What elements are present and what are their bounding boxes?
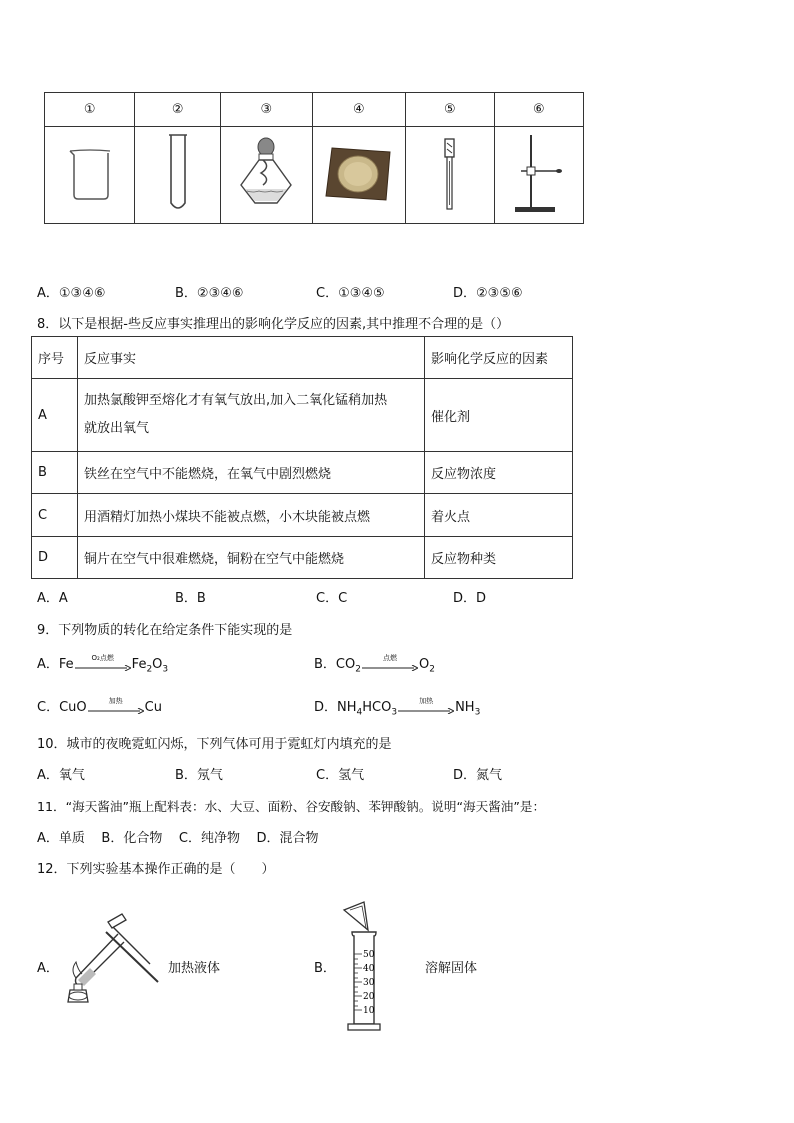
apparatus-header-3: ③ (221, 93, 312, 127)
q9-option-a[interactable]: A．Fe O₂点燃 $Fe_2O_3$ (37, 653, 169, 675)
asbestos-gauze-icon (322, 142, 396, 204)
reaction-arrow-icon: 加热 (398, 700, 454, 716)
q8-row-b-fact: 铁丝在空气中不能燃烧，在氧气中剧烈燃烧 (78, 452, 425, 494)
q8-row-a-factor: 催化剂 (425, 379, 573, 452)
q11-options[interactable]: A．单质 B．化合物 C．纯净物 D．混合物 (37, 831, 319, 846)
q8-row-c-fact: 用酒精灯加热小煤块不能被点燃，小木块能被点燃 (78, 494, 425, 537)
q8-reaction-table (31, 336, 573, 579)
q8-row-d-id: D (32, 537, 78, 579)
apparatus-header-6: ⑥ (494, 93, 583, 127)
cylinder-mark-30: 30 (363, 978, 375, 988)
q9-stem: 9．下列物质的转化在给定条件下能实现的是 (37, 623, 293, 638)
q8-stem: 8．以下是根据-些反应事实推理出的影响化学反应的因素,其中推理不合理的是（） (37, 317, 510, 332)
q10-option-b[interactable]: B．氖气 (175, 768, 223, 783)
cylinder-mark-10: 10 (363, 1006, 375, 1016)
table-row (32, 379, 573, 452)
q12-option-b-label[interactable]: B． (314, 961, 336, 976)
cylinder-mark-40: 40 (363, 964, 375, 974)
beaker-icon (60, 143, 120, 203)
q8-header-fact: 反应事实 (78, 337, 425, 379)
q7-option-c[interactable]: C．①③④⑤ (316, 286, 385, 301)
apparatus-header-4: ④ (312, 93, 406, 127)
q8-row-c-id: C (32, 494, 78, 537)
table-row (32, 494, 573, 537)
q10-option-a[interactable]: A．氧气 (37, 768, 85, 783)
q7-option-a[interactable]: A．①③④⑥ (37, 286, 106, 301)
q7-option-b[interactable]: B．②③④⑥ (175, 286, 244, 301)
q8-row-c-factor: 着火点 (425, 494, 573, 537)
test-tube-holder-icon (438, 133, 462, 213)
q9-option-d[interactable]: D．$NH_4HCO_3$ 加热 $NH_3$ (314, 696, 481, 718)
q8-header-id: 序号 (32, 337, 78, 379)
alcohol-lamp-icon (233, 135, 299, 211)
q8-option-c[interactable]: C．C (316, 591, 348, 606)
reaction-arrow-icon: O₂点燃 (75, 657, 131, 673)
q12-stem: 12．下列实验基本操作正确的是（ ） (37, 862, 275, 877)
graduated-cylinder-icon (340, 898, 390, 1036)
q10-stem: 10．城市的夜晚霓虹闪烁，下列气体可用于霓虹灯内填充的是 (37, 737, 392, 752)
q9-option-c[interactable]: C．CuO 加热 Cu (37, 696, 162, 715)
q8-option-a[interactable]: A．A (37, 591, 68, 606)
q8-header-factor: 影响化学反应的因素 (425, 337, 573, 379)
q8-row-d-fact: 铜片在空气中很难燃烧，铜粉在空气中能燃烧 (78, 537, 425, 579)
cylinder-mark-20: 20 (363, 992, 375, 1002)
apparatus-header-2: ② (135, 93, 221, 127)
table-row (32, 452, 573, 494)
q12-option-a-label[interactable]: A． (37, 961, 59, 976)
q12-option-b-caption: 溶解固体 (425, 961, 478, 976)
q11-stem: 11．“海天酱油”瓶上配料表：水、大豆、面粉、谷安酸钠、苯钾酸钠。说明“海天酱油”是： (37, 799, 546, 814)
q8-row-a-fact-line1: 加热氯酸钾至熔化才有氧气放出,加入二氧化锰稍加热 (84, 393, 388, 408)
q8-row-b-id: B (32, 452, 78, 494)
apparatus-header-5: ⑤ (406, 93, 495, 127)
q8-row-a-fact-line2: 就放出氧气 (84, 421, 150, 436)
q8-row-d-factor: 反应物种类 (425, 537, 573, 579)
q8-row-b-factor: 反应物浓度 (425, 452, 573, 494)
cylinder-mark-50: 50 (363, 950, 375, 960)
reaction-arrow-icon: 加热 (88, 700, 144, 716)
q7-option-d[interactable]: D．②③⑤⑥ (453, 286, 523, 301)
q9-option-b[interactable]: B．$CO_2$ 点燃 $O_2$ (314, 653, 435, 675)
apparatus-header-1: ① (45, 93, 135, 127)
apparatus-table (44, 92, 584, 224)
heating-liquid-icon (62, 912, 162, 1008)
q8-option-b[interactable]: B．B (175, 591, 206, 606)
test-tube-icon (163, 131, 193, 215)
q10-option-c[interactable]: C．氢气 (316, 768, 365, 783)
q12-option-a-caption: 加热液体 (168, 961, 221, 976)
q8-option-d[interactable]: D．D (453, 591, 487, 606)
reaction-arrow-icon: 点燃 (362, 657, 418, 673)
q8-row-a-id: A (32, 379, 78, 452)
table-row (32, 537, 573, 579)
q10-option-d[interactable]: D．氮气 (453, 768, 503, 783)
iron-stand-icon (509, 131, 569, 215)
